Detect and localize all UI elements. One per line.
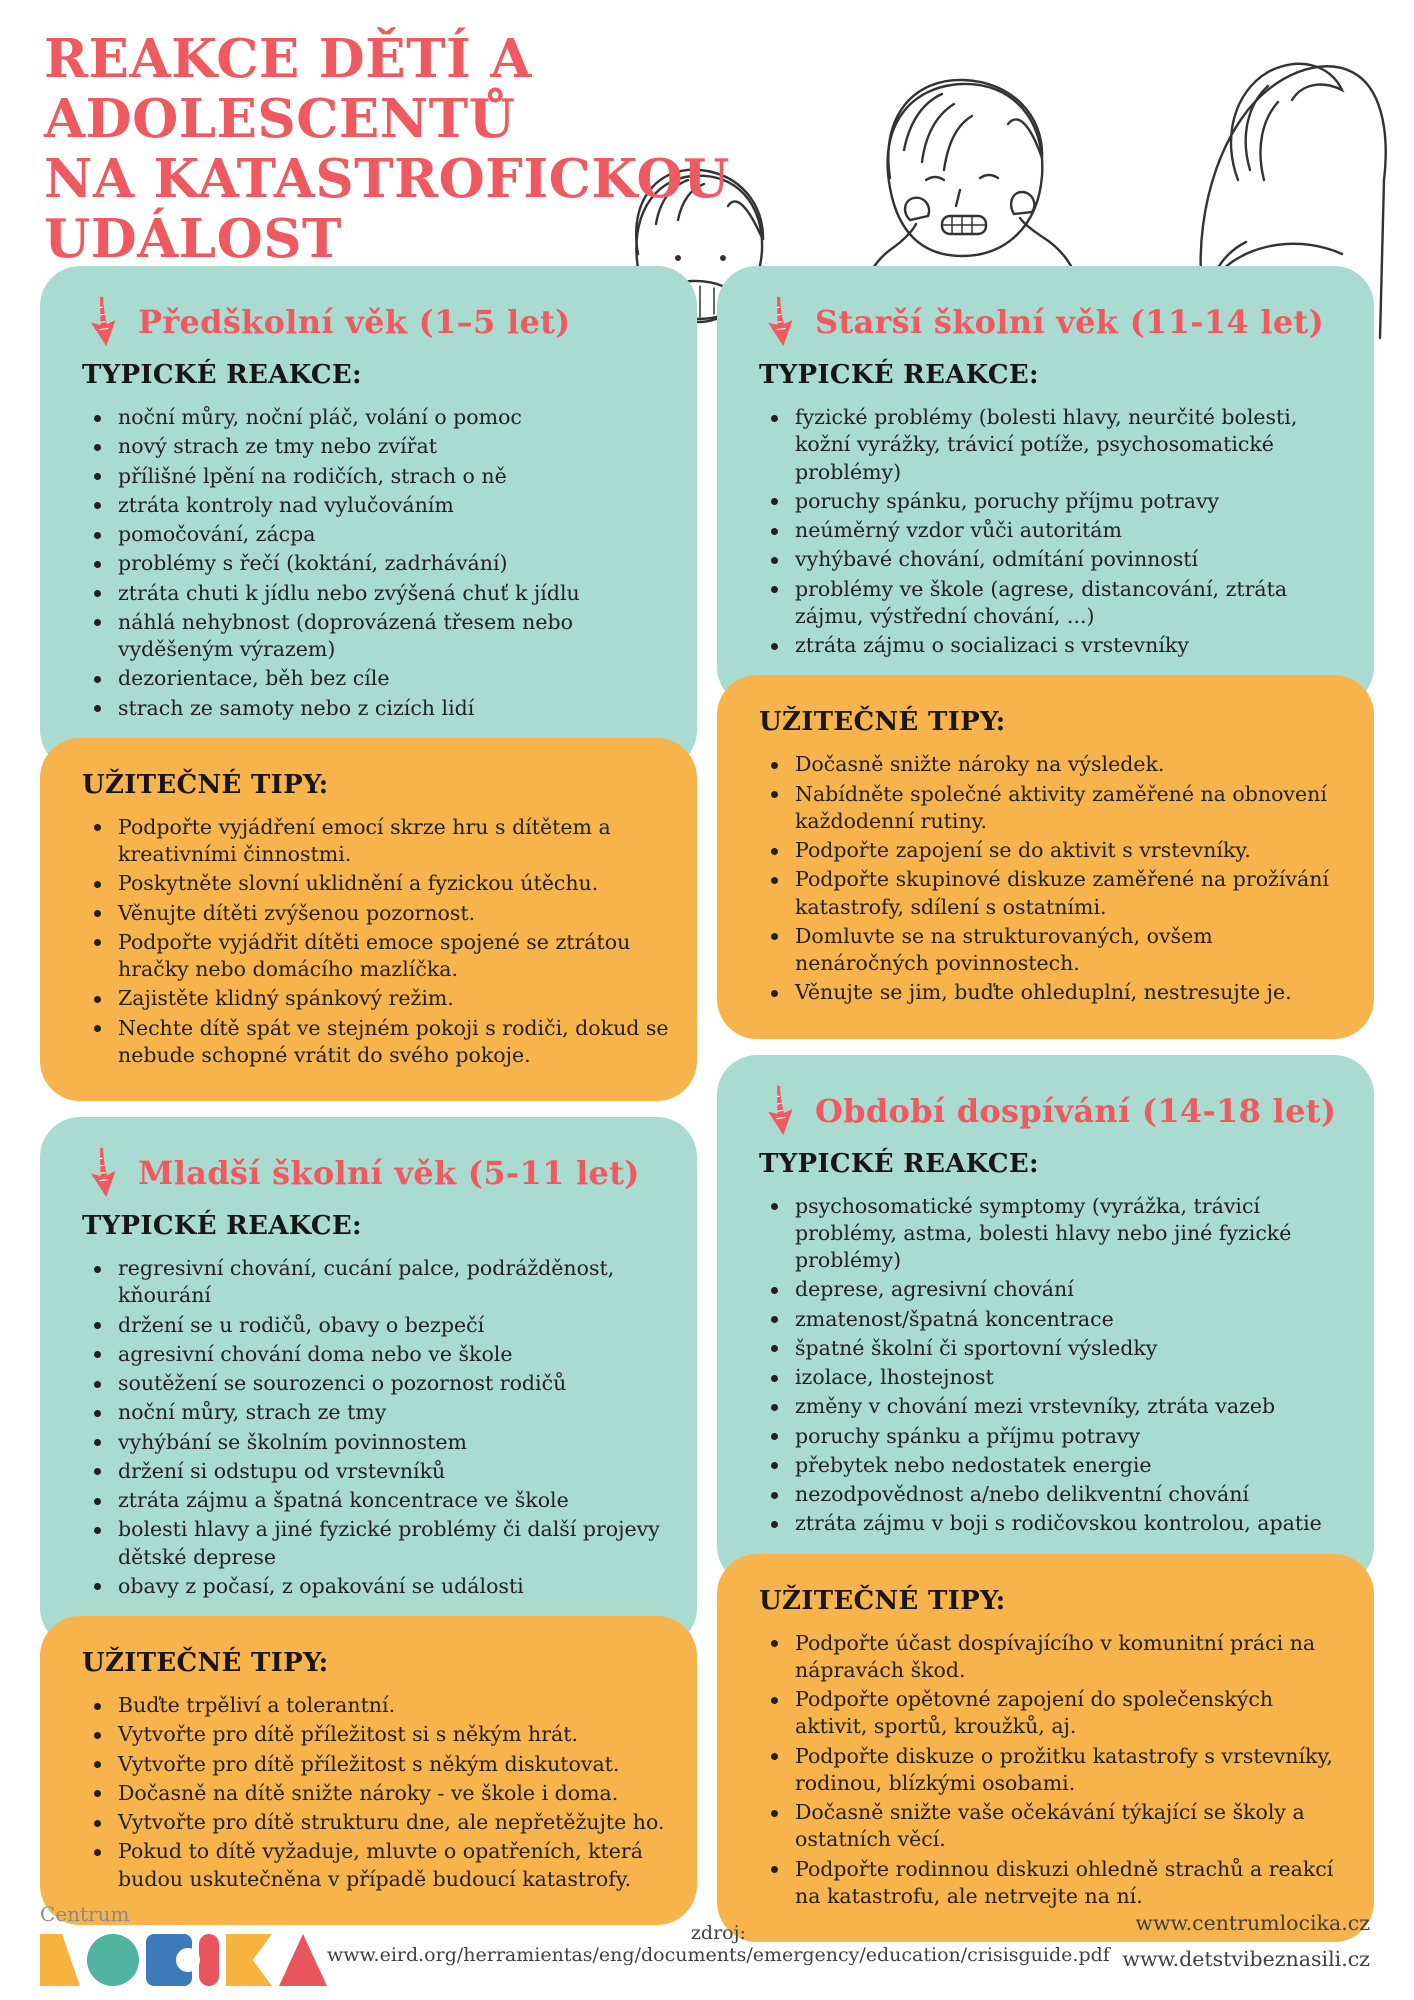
- website-links: [1110, 1906, 1370, 1986]
- tips-box-younger-school: [40, 1616, 697, 1925]
- tips-list: [757, 751, 1346, 1006]
- list-item: bolesti hlavy a jiné fyzické problémy či další projevy dětské deprese: [92, 1516, 669, 1571]
- reactions-heading: TYPICKÉ REAKCE:: [759, 1148, 1039, 1179]
- source-text: zdroj: www.eird.org/herramientas/eng/documents/emergency/education/crisisguide.pdf: [327, 1922, 1110, 1966]
- list-item: Dočasně na dítě snižte nároky - ve škole i doma.: [92, 1780, 669, 1807]
- down-arrow-icon: [759, 1083, 799, 1139]
- list-item: přílišné lpění na rodičích, strach o ně: [92, 463, 669, 490]
- reactions-box-older-school: [717, 266, 1374, 707]
- list-item: psychosomatické symptomy (vyrážka, trávicí problémy, astma, bolesti hlavy nebo jiné fyzické problémy): [769, 1193, 1346, 1275]
- left-column: [40, 266, 697, 1942]
- list-item: vyhýbání se školním povinnostem: [92, 1429, 669, 1456]
- right-column: [717, 266, 1374, 1942]
- footer: [40, 1902, 1370, 1986]
- section-title: Mladší školní věk (5-11 let): [138, 1154, 640, 1192]
- list-item: strach ze samoty nebo z cizích lidí: [92, 695, 669, 722]
- reactions-list: [80, 404, 669, 722]
- down-arrow-icon: [759, 294, 799, 350]
- list-item: Podpořte rodinnou diskuzi ohledně strachů a reakcí na katastrofu, ale netrvejte na ní.: [769, 1856, 1346, 1911]
- logo-shape-i: [199, 1934, 219, 1986]
- list-item: Podpořte skupinové diskuze zaměřené na prožívání katastrofy, sdílení s ostatními.: [769, 866, 1346, 921]
- section-older-school: [717, 266, 1374, 1039]
- list-item: noční můry, strach ze tmy: [92, 1399, 669, 1426]
- down-arrow-icon: [82, 294, 122, 350]
- list-item: Nechte dítě spát ve stejném pokoji s rodiči, dokud se nebude schopné vrátit do svého pokoje.: [92, 1015, 669, 1070]
- section-header: [759, 294, 1346, 350]
- list-item: Pokud to dítě vyžaduje, mluvte o opatřeních, která budou uskutečněna v případě budoucí katastrofy.: [92, 1838, 669, 1893]
- list-item: Podpořte vyjádření emocí skrze hru s dítětem a kreativními činnostmi.: [92, 814, 669, 869]
- list-item: Vytvořte pro dítě příležitost si s někým hrát.: [92, 1721, 669, 1748]
- list-item: pomočování, zácpa: [92, 521, 669, 548]
- list-item: Nabídněte společné aktivity zaměřené na obnovení každodenní rutiny.: [769, 781, 1346, 836]
- reactions-heading: TYPICKÉ REAKCE:: [759, 360, 1039, 390]
- list-item: Podpořte opětovné zapojení do společenských aktivit, sportů, kroužků, aj.: [769, 1686, 1346, 1741]
- list-item: regresivní chování, cucání palce, podrážděnost, kňourání: [92, 1255, 669, 1310]
- list-item: deprese, agresivní chování: [769, 1276, 1346, 1303]
- list-item: soutěžení se sourozenci o pozornost rodičů: [92, 1370, 669, 1397]
- locika-logo: [40, 1902, 327, 1986]
- list-item: Podpořte diskuze o prožitku katastrofy s vrstevníky, rodinou, blízkými osobami.: [769, 1743, 1346, 1798]
- list-item: dezorientace, běh bez cíle: [92, 665, 669, 692]
- logo-shape-c: [146, 1934, 192, 1986]
- list-item: Zajistěte klidný spánkový režim.: [92, 985, 669, 1012]
- tips-list: [80, 1692, 669, 1893]
- reactions-box-preschool: [40, 266, 697, 770]
- section-title: Období dospívání (14-18 let): [815, 1091, 1337, 1130]
- list-item: ztráta chuti k jídlu nebo zvýšená chuť k jídlu: [92, 580, 669, 607]
- list-item: náhlá nehybnost (doprovázená třesem nebo vyděšeným výrazem): [92, 609, 669, 664]
- section-header: [759, 1083, 1346, 1139]
- list-item: zmatenost/špatná koncentrace: [769, 1306, 1346, 1333]
- section-header: [82, 294, 669, 350]
- section-title: Předškolní věk (1–5 let): [138, 303, 571, 341]
- tips-box-adolescence: [717, 1554, 1374, 1943]
- list-item: Poskytněte slovní uklidnění a fyzickou útěchu.: [92, 870, 669, 897]
- list-item: problémy ve škole (agrese, distancování, ztráta zájmu, výstřední chování, ...): [769, 576, 1346, 631]
- reactions-box-adolescence: [717, 1055, 1374, 1586]
- down-arrow-icon: [82, 1145, 122, 1201]
- content-columns: [40, 266, 1374, 1942]
- title-line-3: UDÁLOST: [44, 207, 342, 270]
- reactions-list: [757, 404, 1346, 659]
- logo-shape-a: [279, 1934, 327, 1986]
- list-item: problémy s řečí (koktání, zadrhávání): [92, 550, 669, 577]
- reactions-heading: TYPICKÉ REAKCE:: [82, 360, 362, 390]
- logo-shape-o: [87, 1934, 139, 1986]
- title-line-1: REAKCE DĚTÍ A ADOLESCENTŮ: [44, 28, 532, 150]
- list-item: obavy z počasí, z opakování se události: [92, 1573, 669, 1600]
- list-item: držení se u rodičů, obavy o bezpečí: [92, 1312, 669, 1339]
- list-item: nový strach ze tmy nebo zvířat: [92, 433, 669, 460]
- title-line-2: NA KATASTROFICKOU: [44, 147, 730, 210]
- website-detstvibeznasili: www.detstvibeznasili.cz: [1122, 1947, 1370, 1972]
- list-item: neúměrný vzdor vůči autoritám: [769, 517, 1346, 544]
- tips-box-older-school: [717, 675, 1374, 1038]
- tips-heading: UŽITEČNÉ TIPY:: [82, 769, 329, 800]
- list-item: změny v chování mezi vrstevníky, ztráta vazeb: [769, 1393, 1346, 1420]
- tips-heading: UŽITEČNÉ TIPY:: [82, 1648, 329, 1678]
- section-preschool: [40, 266, 697, 1101]
- list-item: ztráta zájmu v boji s rodičovskou kontrolou, apatie: [769, 1510, 1346, 1537]
- section-title: Starší školní věk (11-14 let): [815, 303, 1325, 341]
- logo-centrum-label: Centrum: [40, 1902, 130, 1926]
- website-centrumlocika: www.centrumlocika.cz: [1135, 1911, 1370, 1936]
- list-item: Věnujte se jim, buďte ohleduplní, nestresujte je.: [769, 979, 1346, 1006]
- logo-shape-l: [40, 1934, 80, 1986]
- list-item: Dočasně snižte nároky na výsledek.: [769, 751, 1346, 778]
- list-item: fyzické problémy (bolesti hlavy, neurčité bolesti, kožní vyrážky, trávicí potíže, psychosomatické problémy): [769, 404, 1346, 486]
- reactions-box-younger-school: [40, 1117, 697, 1648]
- list-item: nezodpovědnost a/nebo delikventní chování: [769, 1481, 1346, 1508]
- list-item: agresivní chování doma nebo ve škole: [92, 1341, 669, 1368]
- page-title: [44, 30, 804, 270]
- logo-shape-k: [226, 1934, 272, 1986]
- section-younger-school: [40, 1117, 697, 1925]
- list-item: vyhýbavé chování, odmítání povinností: [769, 546, 1346, 573]
- list-item: poruchy spánku a příjmu potravy: [769, 1423, 1346, 1450]
- list-item: noční můry, noční pláč, volání o pomoc: [92, 404, 669, 431]
- list-item: izolace, lhostejnost: [769, 1364, 1346, 1391]
- section-adolescence: [717, 1055, 1374, 1943]
- reactions-list: [757, 1193, 1346, 1538]
- list-item: Věnujte dítěti zvýšenou pozornost.: [92, 900, 669, 927]
- logo-shapes: [40, 1932, 327, 1986]
- reactions-heading: TYPICKÉ REAKCE:: [82, 1211, 362, 1241]
- reactions-list: [80, 1255, 669, 1600]
- list-item: Buďte trpěliví a tolerantní.: [92, 1692, 669, 1719]
- list-item: Podpořte vyjádřit dítěti emoce spojené se ztrátou hračky nebo domácího mazlíčka.: [92, 929, 669, 984]
- list-item: přebytek nebo nedostatek energie: [769, 1452, 1346, 1479]
- list-item: špatné školní či sportovní výsledky: [769, 1335, 1346, 1362]
- tips-list: [80, 814, 669, 1069]
- list-item: Vytvořte pro dítě strukturu dne, ale nepřetěžujte ho.: [92, 1809, 669, 1836]
- list-item: ztráta kontroly nad vylučováním: [92, 492, 669, 519]
- list-item: ztráta zájmu a špatná koncentrace ve škole: [92, 1487, 669, 1514]
- tips-list: [757, 1630, 1346, 1911]
- tips-heading: UŽITEČNÉ TIPY:: [759, 1585, 1006, 1616]
- list-item: Dočasně snižte vaše očekávání týkající se školy a ostatních věcí.: [769, 1799, 1346, 1854]
- list-item: ztráta zájmu o socializaci s vrstevníky: [769, 632, 1346, 659]
- tips-heading: UŽITEČNÉ TIPY:: [759, 707, 1006, 738]
- list-item: Vytvořte pro dítě příležitost s někým diskutovat.: [92, 1751, 669, 1778]
- list-item: poruchy spánku, poruchy příjmu potravy: [769, 488, 1346, 515]
- section-header: [82, 1145, 669, 1201]
- tips-box-preschool: [40, 738, 697, 1101]
- list-item: držení si odstupu od vrstevníků: [92, 1458, 669, 1485]
- list-item: Podpořte účast dospívajícího v komunitní práci na nápravách škod.: [769, 1630, 1346, 1685]
- list-item: Podpořte zapojení se do aktivit s vrstevníky.: [769, 837, 1346, 864]
- list-item: Domluvte se na strukturovaných, ovšem nenáročných povinnostech.: [769, 923, 1346, 978]
